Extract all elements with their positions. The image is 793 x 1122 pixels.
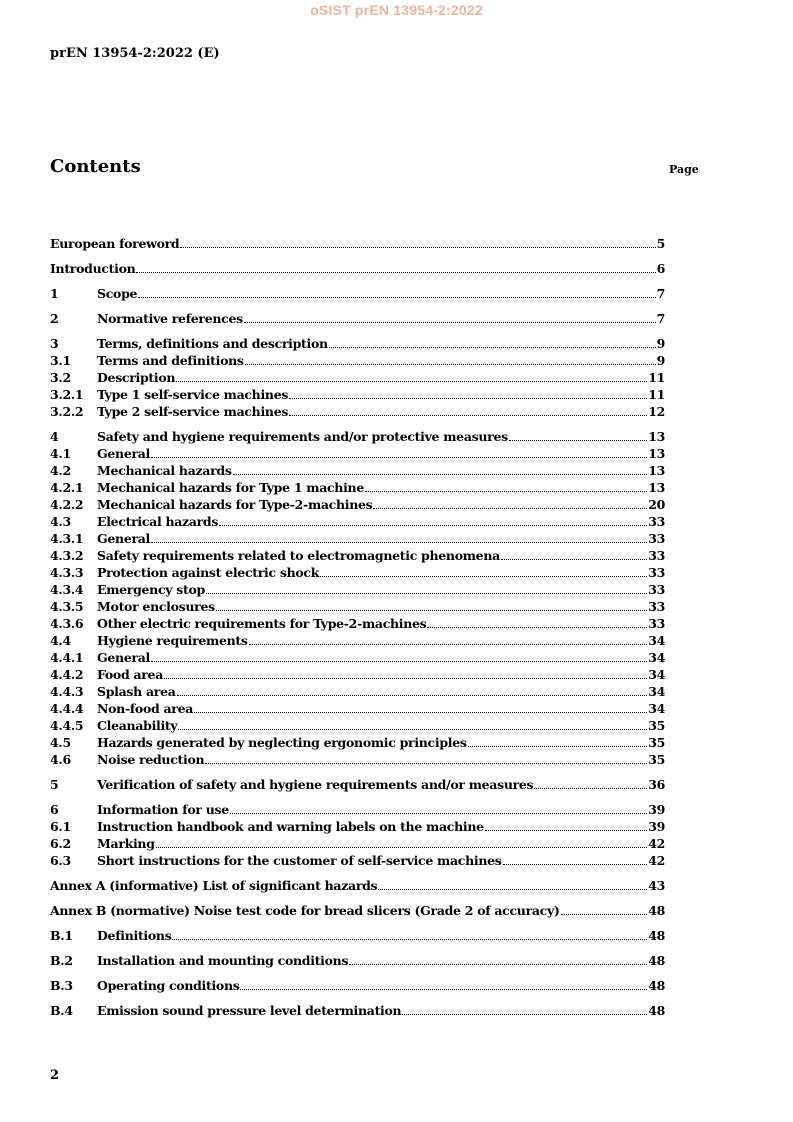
toc-entry[interactable] [50, 445, 665, 462]
toc-entry-title: General [97, 650, 151, 665]
toc-entry[interactable] [50, 927, 665, 944]
toc-dot-leader [244, 322, 656, 323]
toc-dot-leader [230, 813, 647, 814]
toc-dot-leader [427, 627, 647, 628]
toc-dot-leader [216, 610, 647, 611]
toc-entry-number: 6.2 [50, 836, 71, 851]
toc-dot-leader [485, 830, 647, 831]
toc-entry[interactable] [50, 717, 665, 734]
toc-entry[interactable] [50, 801, 665, 818]
toc-dot-leader [561, 914, 648, 915]
toc-entry-page: 48 [648, 903, 665, 918]
toc-entry-page: 7 [656, 286, 665, 301]
toc-dot-leader [329, 347, 656, 348]
toc-entry-page: 13 [648, 446, 665, 461]
toc-dot-leader [509, 440, 647, 441]
toc-dot-leader [373, 508, 647, 509]
toc-entry-title: Emergency stop [97, 582, 205, 597]
toc-entry-title: Type 2 self-service machines [97, 404, 289, 419]
toc-entry-title: Instruction handbook and warning labels on the machine [97, 819, 484, 834]
toc-dot-leader [178, 729, 647, 730]
toc-dot-leader [172, 939, 647, 940]
toc-entry-title: Hazards generated by neglecting ergonomic principles [97, 735, 467, 750]
toc-entry[interactable] [50, 547, 665, 564]
watermark: oSIST prEN 13954-2:2022 [310, 2, 483, 18]
toc-dot-leader [206, 593, 647, 594]
toc-entry-title: Terms, definitions and description [97, 336, 328, 351]
toc-entry-title: Description [97, 370, 176, 385]
toc-entry-title: General [97, 446, 151, 461]
toc-dot-leader [219, 525, 647, 526]
toc-entry[interactable] [50, 428, 665, 445]
toc-entry-number: 5 [50, 777, 59, 792]
toc-entry-page: 33 [648, 514, 665, 529]
toc-entry-page: 11 [648, 387, 665, 402]
toc-entry-number: 4.3.6 [50, 616, 84, 631]
toc-dot-leader [534, 788, 647, 789]
toc-dot-leader [233, 474, 648, 475]
toc-entry-page: 20 [648, 497, 665, 512]
toc-entry-page: 36 [648, 777, 665, 792]
toc-entry-page: 5 [656, 236, 665, 251]
toc-entry[interactable] [50, 581, 665, 598]
toc-entry-title: Noise reduction [97, 752, 205, 767]
toc-dot-leader [240, 989, 647, 990]
toc-entry-page: 35 [648, 718, 665, 733]
toc-dot-leader [151, 542, 647, 543]
toc-entry-number: 6.3 [50, 853, 71, 868]
toc-entry-number: 3 [50, 336, 59, 351]
toc-entry-page: 13 [648, 429, 665, 444]
toc-dot-leader [194, 712, 647, 713]
toc-entry-page: 7 [656, 311, 665, 326]
toc-entry-number: 4.2 [50, 463, 71, 478]
toc-entry[interactable] [50, 666, 665, 683]
toc-entry-title: Non-food area [97, 701, 194, 716]
toc-entry-number: B.4 [50, 1003, 73, 1018]
toc-entry[interactable] [50, 235, 665, 252]
document-id-header: prEN 13954-2:2022 (E) [50, 46, 220, 61]
toc-entry-page: 39 [648, 802, 665, 817]
toc-entry[interactable] [50, 649, 665, 666]
toc-entry-number: 3.1 [50, 353, 71, 368]
toc-entry-number: 4.2.2 [50, 497, 84, 512]
toc-entry-number: 4.4.4 [50, 701, 84, 716]
toc-entry[interactable] [50, 952, 665, 969]
toc-entry-page: 33 [648, 565, 665, 580]
toc-dot-leader [138, 297, 655, 298]
toc-dot-leader [503, 864, 648, 865]
toc-entry-title: Type 1 self-service machines [97, 387, 289, 402]
table-of-contents [50, 235, 665, 1019]
toc-entry-number: 4.5 [50, 735, 71, 750]
toc-entry-title: Splash area [97, 684, 176, 699]
toc-dot-leader [245, 364, 656, 365]
toc-entry[interactable] [50, 530, 665, 547]
toc-entry[interactable] [50, 1002, 665, 1019]
toc-entry[interactable] [50, 877, 665, 894]
toc-dot-leader [180, 247, 655, 248]
toc-entry[interactable] [50, 835, 665, 852]
toc-entry[interactable] [50, 977, 665, 994]
toc-entry-page: 35 [648, 735, 665, 750]
toc-entry-page: 33 [648, 531, 665, 546]
page-number: 2 [50, 1068, 60, 1083]
toc-entry-number: 1 [50, 286, 59, 301]
toc-entry[interactable] [50, 403, 665, 420]
toc-entry-number: 4.3.1 [50, 531, 84, 546]
toc-dot-leader [205, 763, 647, 764]
toc-entry[interactable] [50, 310, 665, 327]
toc-entry-number: 4.3.4 [50, 582, 84, 597]
toc-entry-title: Introduction [50, 261, 136, 276]
toc-entry[interactable] [50, 564, 665, 581]
toc-entry[interactable] [50, 369, 665, 386]
toc-entry-number: 4.4.2 [50, 667, 84, 682]
toc-entry-page: 6 [656, 261, 665, 276]
toc-entry-title: Hygiene requirements [97, 633, 248, 648]
toc-dot-leader [156, 847, 648, 848]
toc-entry-title: European foreword [50, 236, 180, 251]
toc-entry-title: Protection against electric shock [97, 565, 320, 580]
toc-entry-number: 3.2.1 [50, 387, 84, 402]
toc-entry-title: Cleanability [97, 718, 178, 733]
contents-title: Contents [50, 156, 141, 177]
toc-entry-page: 33 [648, 616, 665, 631]
toc-entry-number: 4.3 [50, 514, 71, 529]
toc-entry-page: 42 [648, 853, 665, 868]
toc-entry-title: Annex B (normative) Noise test code for bread slicers (Grade 2 of accuracy) [50, 903, 560, 918]
toc-entry-title: Operating conditions [97, 978, 240, 993]
toc-entry-page: 9 [656, 353, 665, 368]
toc-entry-number: 6.1 [50, 819, 71, 834]
toc-entry[interactable] [50, 776, 665, 793]
toc-dot-leader [136, 272, 655, 273]
toc-dot-leader [349, 964, 647, 965]
toc-dot-leader [320, 576, 647, 577]
toc-entry-number: 4.3.5 [50, 599, 84, 614]
toc-dot-leader [176, 381, 647, 382]
toc-dot-leader [164, 678, 647, 679]
toc-entry-title: Safety requirements related to electromagnetic phenomena [97, 548, 500, 563]
toc-entry-number: 4.6 [50, 752, 71, 767]
toc-dot-leader [151, 457, 647, 458]
toc-entry-page: 11 [648, 370, 665, 385]
toc-entry[interactable] [50, 632, 665, 649]
toc-entry-page: 35 [648, 752, 665, 767]
toc-entry-number: 4.2.1 [50, 480, 84, 495]
toc-entry-page: 9 [656, 336, 665, 351]
toc-entry[interactable] [50, 462, 665, 479]
toc-entry[interactable] [50, 513, 665, 530]
toc-entry-number: 6 [50, 802, 59, 817]
toc-entry-title: Mechanical hazards [97, 463, 232, 478]
toc-entry-number: 4.4 [50, 633, 71, 648]
toc-entry[interactable] [50, 615, 665, 632]
toc-entry-title: Normative references [97, 311, 243, 326]
toc-entry-title: Motor enclosures [97, 599, 215, 614]
toc-entry-page: 13 [648, 480, 665, 495]
toc-entry-number: 4.3.3 [50, 565, 84, 580]
toc-entry-number: 4.3.2 [50, 548, 84, 563]
toc-entry-page: 39 [648, 819, 665, 834]
page-column-label: Page [669, 163, 699, 176]
toc-entry-title: Mechanical hazards for Type 1 machine [97, 480, 364, 495]
toc-entry-number: 3.2 [50, 370, 71, 385]
toc-entry-page: 48 [648, 1003, 665, 1018]
toc-entry-page: 34 [648, 650, 665, 665]
toc-entry-page: 48 [648, 978, 665, 993]
toc-entry[interactable] [50, 479, 665, 496]
toc-entry-number: B.2 [50, 953, 73, 968]
toc-entry-title: Safety and hygiene requirements and/or protective measures [97, 429, 508, 444]
toc-entry-number: 3.2.2 [50, 404, 84, 419]
toc-dot-leader [177, 695, 648, 696]
toc-entry-title: Information for use [97, 802, 229, 817]
toc-entry-title: Mechanical hazards for Type-2-machines [97, 497, 373, 512]
toc-entry[interactable] [50, 734, 665, 751]
toc-entry[interactable] [50, 496, 665, 513]
toc-dot-leader [501, 559, 647, 560]
toc-entry-page: 34 [648, 684, 665, 699]
toc-dot-leader [151, 661, 647, 662]
toc-entry-number: 4.4.3 [50, 684, 84, 699]
toc-entry[interactable] [50, 683, 665, 700]
toc-entry-title: Scope [97, 286, 138, 301]
toc-entry-title: Marking [97, 836, 155, 851]
toc-entry[interactable] [50, 751, 665, 768]
toc-dot-leader [468, 746, 648, 747]
toc-entry-title: Terms and definitions [97, 353, 244, 368]
toc-entry[interactable] [50, 700, 665, 717]
toc-entry-page: 34 [648, 667, 665, 682]
toc-entry[interactable] [50, 598, 665, 615]
toc-entry[interactable] [50, 818, 665, 835]
toc-entry-page: 33 [648, 548, 665, 563]
toc-entry-page: 48 [648, 928, 665, 943]
toc-entry[interactable] [50, 386, 665, 403]
toc-entry-title: Annex A (informative) List of significant hazards [50, 878, 378, 893]
toc-entry-number: 4.4.1 [50, 650, 84, 665]
toc-entry-title: Emission sound pressure level determination [97, 1003, 402, 1018]
toc-entry-page: 12 [648, 404, 665, 419]
toc-entry-number: B.1 [50, 928, 73, 943]
toc-entry[interactable] [50, 260, 665, 277]
toc-entry[interactable] [50, 852, 665, 869]
toc-entry-page: 34 [648, 633, 665, 648]
toc-entry-title: Installation and mounting conditions [97, 953, 349, 968]
toc-entry-title: Electrical hazards [97, 514, 219, 529]
toc-entry-title: Short instructions for the customer of self-service machines [97, 853, 502, 868]
toc-entry-number: 4 [50, 429, 59, 444]
toc-entry-title: Definitions [97, 928, 172, 943]
toc-entry[interactable] [50, 352, 665, 369]
toc-entry-page: 33 [648, 599, 665, 614]
toc-entry[interactable] [50, 902, 665, 919]
toc-dot-leader [365, 491, 647, 492]
toc-entry-page: 42 [648, 836, 665, 851]
toc-entry-number: 2 [50, 311, 59, 326]
toc-dot-leader [289, 398, 647, 399]
toc-entry-page: 48 [648, 953, 665, 968]
toc-entry-page: 34 [648, 701, 665, 716]
toc-entry-number: 4.4.5 [50, 718, 84, 733]
toc-entry[interactable] [50, 335, 665, 352]
toc-entry-title: Verification of safety and hygiene requirements and/or measures [97, 777, 534, 792]
toc-dot-leader [402, 1014, 647, 1015]
toc-entry[interactable] [50, 285, 665, 302]
toc-entry-page: 33 [648, 582, 665, 597]
toc-entry-title: General [97, 531, 151, 546]
toc-entry-title: Other electric requirements for Type-2-machines [97, 616, 427, 631]
toc-entry-number: 4.1 [50, 446, 71, 461]
toc-dot-leader [249, 644, 648, 645]
toc-entry-number: B.3 [50, 978, 73, 993]
toc-entry-title: Food area [97, 667, 163, 682]
toc-entry-page: 43 [648, 878, 665, 893]
toc-entry-page: 13 [648, 463, 665, 478]
toc-dot-leader [289, 415, 647, 416]
toc-dot-leader [378, 889, 647, 890]
